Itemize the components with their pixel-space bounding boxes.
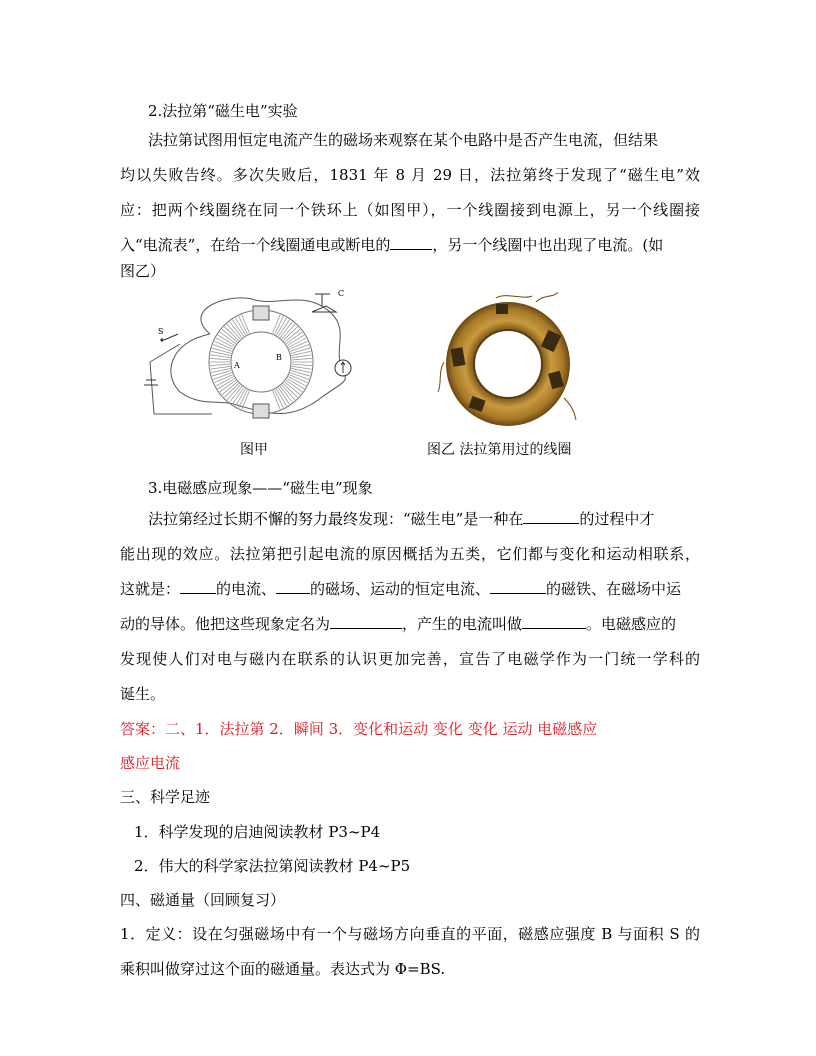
- winding-line: [210, 364, 230, 365]
- answer-line-1: 答案：二、1．法拉第 2．瞬间 3．变化和运动 变化 变化 运动 电磁感应: [120, 720, 598, 738]
- section-3-title: 3.电磁感应现象——“磁生电”现象: [148, 479, 373, 497]
- label-c: C: [338, 289, 345, 298]
- answer-line-2: 感应电流: [120, 754, 181, 772]
- section-four-line-2: 乘积叫做穿过这个面的磁通量。表达式为 Φ=BS.: [120, 960, 446, 978]
- winding-line: [210, 355, 230, 358]
- winding-line: [292, 358, 312, 359]
- winding-line: [291, 351, 311, 355]
- fill-blank-6: [330, 614, 402, 629]
- paragraph-2-line-1-end: 的过程中才: [579, 510, 655, 528]
- fill-blank-1: [390, 235, 432, 250]
- paragraph-2-line-4: [120, 613, 700, 635]
- figure-b-faraday-coil: [436, 292, 580, 432]
- fill-blank-4: [276, 579, 310, 594]
- paragraph-1-line-2: 均以失败告终。多次失败后，1831 年 8 月 29 日，法拉第终于发现了“磁生电”效: [120, 166, 700, 184]
- winding-line: [211, 368, 231, 372]
- figure-a-circuit-diagram: [140, 282, 368, 430]
- fill-blank-5: [490, 579, 546, 594]
- paragraph-2-line-4-a: 动的导体。他把这些现象定名为: [120, 615, 331, 633]
- figure-b-caption: 图乙 法拉第用过的线圈: [427, 442, 572, 458]
- paragraph-1-line-4-end: ，另一个线圈中也出现了电流。(如: [432, 236, 664, 254]
- winding-line: [292, 355, 312, 358]
- paragraph-2-line-2: 能出现的效应。法拉第把引起电流的原因概括为五类，它们都与变化和运动相联系，: [120, 545, 700, 563]
- winding-line: [292, 366, 312, 369]
- paragraph-1-line-4: [120, 234, 700, 256]
- section-three-item-1: 1．科学发现的启迪阅读教材 P3~P4: [134, 823, 381, 841]
- paragraph-2-line-3-b: 的电流、: [216, 580, 277, 598]
- paragraph-2-line-3-a: 这就是：: [120, 580, 181, 598]
- paragraph-1-line-5: 图乙）: [120, 262, 166, 280]
- section-four-title: 四、磁通量（回顾复习）: [120, 891, 286, 909]
- paragraph-2-line-3: [120, 578, 700, 600]
- fill-blank-7: [522, 614, 586, 629]
- section-2-title: 2.法拉第“磁生电”实验: [148, 102, 298, 120]
- winding-line: [210, 366, 230, 369]
- paragraph-2-line-3-d: 的磁铁、在磁场中运: [546, 580, 682, 598]
- paragraph-1-line-4-start: 入“电流表”，在给一个线圈通电或断电的: [120, 236, 391, 254]
- paragraph-2-line-4-c: 。电磁感应的: [586, 615, 677, 633]
- fill-blank-3: [180, 579, 216, 594]
- winding-line: [212, 371, 231, 377]
- ring-windings: [210, 315, 312, 410]
- winding-line: [291, 348, 310, 354]
- winding-line: [211, 351, 231, 355]
- section-four-line-1: 1．定义：设在匀强磁场中有一个与磁场方向垂直的平面，磁感应强度 B 与面积 S 的: [120, 925, 700, 943]
- paragraph-2-line-1-start: 法拉第经过长期不懈的努力最终发现：“磁生电”是一种在: [148, 510, 524, 528]
- figure-a-caption: 图甲: [240, 442, 268, 458]
- section-three-item-2: 2．伟大的科学家法拉第阅读教材 P4~P5: [134, 857, 411, 875]
- winding-line: [291, 368, 311, 372]
- winding-line: [212, 348, 231, 354]
- winding-line: [291, 371, 310, 377]
- winding-line: [292, 364, 312, 365]
- paragraph-2-line-6: 诞生。: [120, 685, 166, 703]
- winding-line: [210, 358, 230, 359]
- paragraph-2-line-3-c: 的磁场、运动的恒定电流、: [310, 580, 491, 598]
- section-three-title: 三、科学足迹: [120, 788, 211, 806]
- paragraph-1-line-3: 应：把两个线圈绕在同一个铁环上（如图甲），一个线圈接到电源上，另一个线圈接: [120, 201, 700, 219]
- paragraph-2-line-5: 发现使人们对电与磁内在联系的认识更加完善，宣告了电磁学作为一门统一学科的: [120, 650, 700, 668]
- label-b: B: [276, 353, 282, 362]
- label-a: A: [234, 361, 240, 370]
- fill-blank-2: [523, 509, 579, 524]
- paragraph-2-line-4-b: ，产生的电流叫做: [402, 615, 523, 633]
- paragraph-2-line-1: [148, 508, 700, 530]
- paragraph-1-line-1: 法拉第试图用恒定电流产生的磁场来观察在某个电路中是否产生电流，但结果: [148, 131, 659, 149]
- label-s: S: [158, 327, 164, 336]
